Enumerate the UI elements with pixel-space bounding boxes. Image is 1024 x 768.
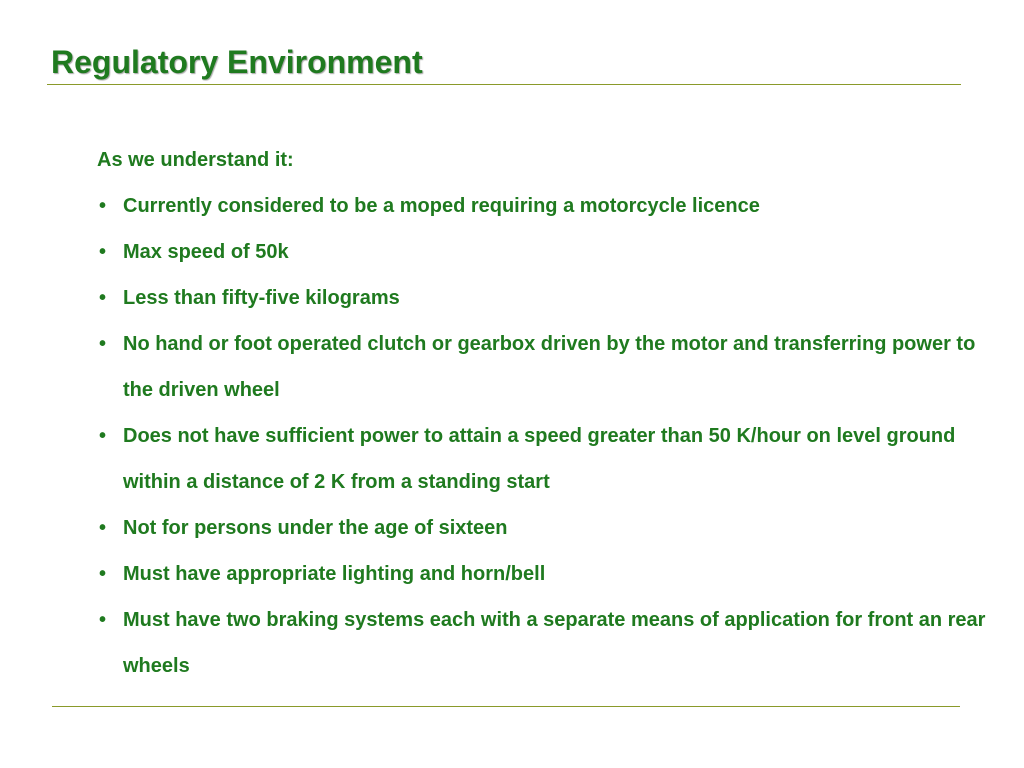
bullet-text: Must have two braking systems each with a separate means of application for front an rear wheels — [123, 609, 986, 677]
list-item — [97, 229, 1002, 275]
bullet-text: Currently considered to be a moped requiring a motorcycle licence — [123, 195, 760, 217]
bullet-icon: • — [99, 425, 107, 447]
list-item — [97, 505, 1002, 551]
slide-title: Regulatory Environment — [51, 44, 423, 80]
list-item — [97, 413, 1002, 505]
list-item — [97, 551, 1002, 597]
bullet-icon: • — [99, 333, 107, 355]
list-item — [97, 597, 1002, 689]
bullet-text: No hand or foot operated clutch or gearbox driven by the motor and transferring power to the driven wheel — [123, 333, 976, 401]
bullet-icon: • — [99, 195, 107, 217]
bullet-text: Does not have sufficient power to attain a speed greater than 50 K/hour on level ground within a distance of 2 K from a standing start — [123, 425, 956, 493]
title-divider — [47, 84, 961, 85]
bullet-icon: • — [99, 517, 107, 539]
intro-text: As we understand it: — [97, 149, 294, 171]
bullet-icon: • — [99, 609, 107, 631]
bullet-icon: • — [99, 563, 107, 585]
list-item — [97, 321, 1002, 413]
bullet-text: Not for persons under the age of sixteen — [123, 517, 508, 539]
bullet-text: Less than fifty-five kilograms — [123, 287, 400, 309]
bullet-icon: • — [99, 287, 107, 309]
list-item — [97, 183, 1002, 229]
footer-divider — [52, 706, 960, 707]
slide-body — [97, 137, 1002, 689]
bullet-icon: • — [99, 241, 107, 263]
bullet-text: Max speed of 50k — [123, 241, 289, 263]
bullet-text: Must have appropriate lighting and horn/bell — [123, 563, 546, 585]
bullet-list — [97, 183, 1002, 689]
list-item — [97, 275, 1002, 321]
